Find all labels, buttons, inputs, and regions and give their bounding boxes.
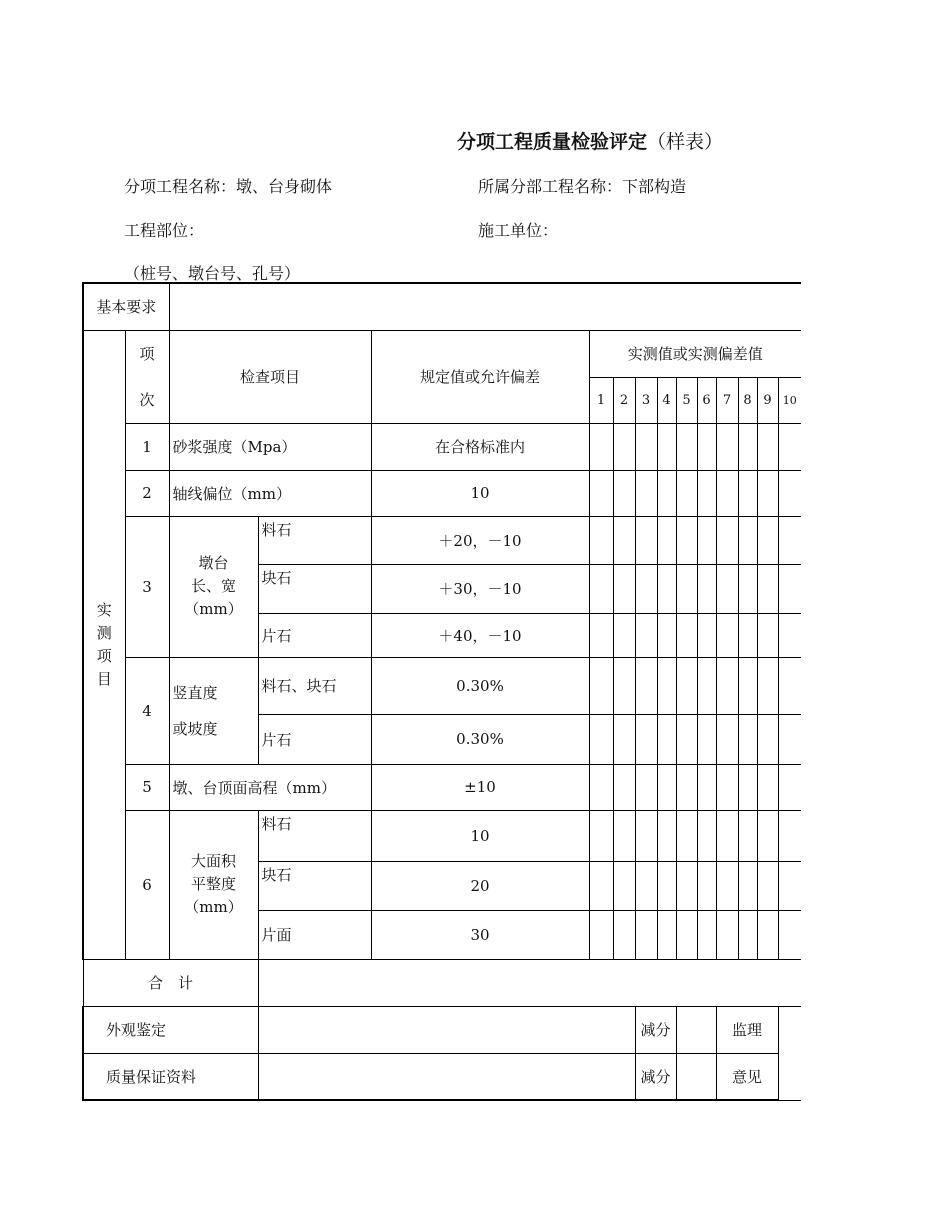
item-spec: 在合格标准内 xyxy=(371,423,589,470)
item-no: 6 xyxy=(125,810,169,959)
item-no: 4 xyxy=(125,657,169,764)
subproject-name: 分项工程名称：墩、台身砌体 xyxy=(124,177,333,196)
col-4: 4 xyxy=(657,377,676,423)
col-2: 2 xyxy=(613,377,635,423)
sub-item-spec: ＋30，－10 xyxy=(371,564,589,613)
item-spec: 10 xyxy=(371,470,589,516)
sub-item-spec: 30 xyxy=(371,910,589,959)
col-6: 6 xyxy=(697,377,716,423)
table-row xyxy=(83,764,801,810)
page-title: 分项工程质量检验评定（样表） xyxy=(456,131,724,153)
sub-item-name: 片面 xyxy=(258,910,371,959)
appearance-deduct-label: 减分 xyxy=(635,1006,676,1053)
table-row xyxy=(83,423,801,470)
measured-header: 实测值或实测偏差值 xyxy=(589,330,801,377)
location-note: （桩号、墩台号、孔号） xyxy=(124,264,301,283)
sub-item-spec: ＋20，－10 xyxy=(371,516,589,564)
supervisor-label: 监理 xyxy=(716,1006,778,1053)
col-5: 5 xyxy=(676,377,697,423)
total-label: 合 计 xyxy=(83,959,258,1006)
sub-item-name: 片石 xyxy=(258,714,371,764)
col-8: 8 xyxy=(738,377,757,423)
check-item-header: 检查项目 xyxy=(169,330,371,423)
project-location: 工程部位： xyxy=(124,221,205,240)
appearance-row xyxy=(83,1006,801,1053)
appearance-label: 外观鉴定 xyxy=(83,1006,258,1053)
sub-item-spec: ＋40，－10 xyxy=(371,613,589,657)
item-no: 5 xyxy=(125,764,169,810)
sub-item-name: 料石 xyxy=(258,810,371,861)
sub-item-name: 料石、块石 xyxy=(258,657,371,714)
basic-req-content xyxy=(169,283,801,330)
spec-header: 规定值或允许偏差 xyxy=(371,330,589,423)
total-value xyxy=(258,959,778,1006)
appearance-content xyxy=(258,1006,635,1053)
inspection-table xyxy=(82,282,801,1101)
basic-req-label: 基本要求 xyxy=(83,283,169,330)
sub-item-name: 块石 xyxy=(258,564,371,613)
supervisor-opinion-content xyxy=(778,1006,801,1100)
table-row xyxy=(83,516,801,564)
item-no: 3 xyxy=(125,516,169,657)
item-no: 1 xyxy=(125,423,169,470)
table-row xyxy=(83,810,801,861)
appearance-deduct-value xyxy=(676,1006,716,1053)
parent-project-name: 所属分部工程名称：下部构造 xyxy=(478,177,687,196)
total-row xyxy=(83,959,801,1006)
sub-item-spec: 20 xyxy=(371,861,589,910)
item-name: 竖直度 或坡度 xyxy=(169,657,258,764)
table-row xyxy=(83,657,801,714)
sub-item-spec: 0.30% xyxy=(371,714,589,764)
item-name: 墩台 长、宽 （mm） xyxy=(169,516,258,657)
sub-item-name: 块石 xyxy=(258,861,371,910)
sub-item-spec: 0.30% xyxy=(371,657,589,714)
quality-docs-content xyxy=(258,1053,635,1100)
sub-item-name: 片石 xyxy=(258,613,371,657)
col-9: 9 xyxy=(757,377,778,423)
sub-item-spec: 10 xyxy=(371,810,589,861)
contractor: 施工单位： xyxy=(478,221,559,240)
item-spec: ±10 xyxy=(371,764,589,810)
table-row xyxy=(83,470,801,516)
col-1: 1 xyxy=(589,377,613,423)
quality-docs-label: 质量保证资料 xyxy=(83,1053,258,1100)
item-no: 2 xyxy=(125,470,169,516)
item-name: 砂浆强度（Mpa） xyxy=(169,423,371,470)
quality-deduct-label: 减分 xyxy=(635,1053,676,1100)
col-10: 10 xyxy=(778,377,801,423)
col-3: 3 xyxy=(635,377,657,423)
col-7: 7 xyxy=(716,377,738,423)
quality-deduct-value xyxy=(676,1053,716,1100)
sub-item-name: 料石 xyxy=(258,516,371,564)
opinion-label: 意见 xyxy=(716,1053,778,1100)
item-name: 大面积 平整度 （mm） xyxy=(169,810,258,959)
item-no-header: 项 次 xyxy=(125,330,169,423)
item-name: 墩、台顶面高程（mm） xyxy=(169,764,371,810)
item-name: 轴线偏位（mm） xyxy=(169,470,371,516)
quality-docs-row xyxy=(83,1053,801,1100)
measured-items-label: 实 测 项 目 xyxy=(83,330,125,959)
